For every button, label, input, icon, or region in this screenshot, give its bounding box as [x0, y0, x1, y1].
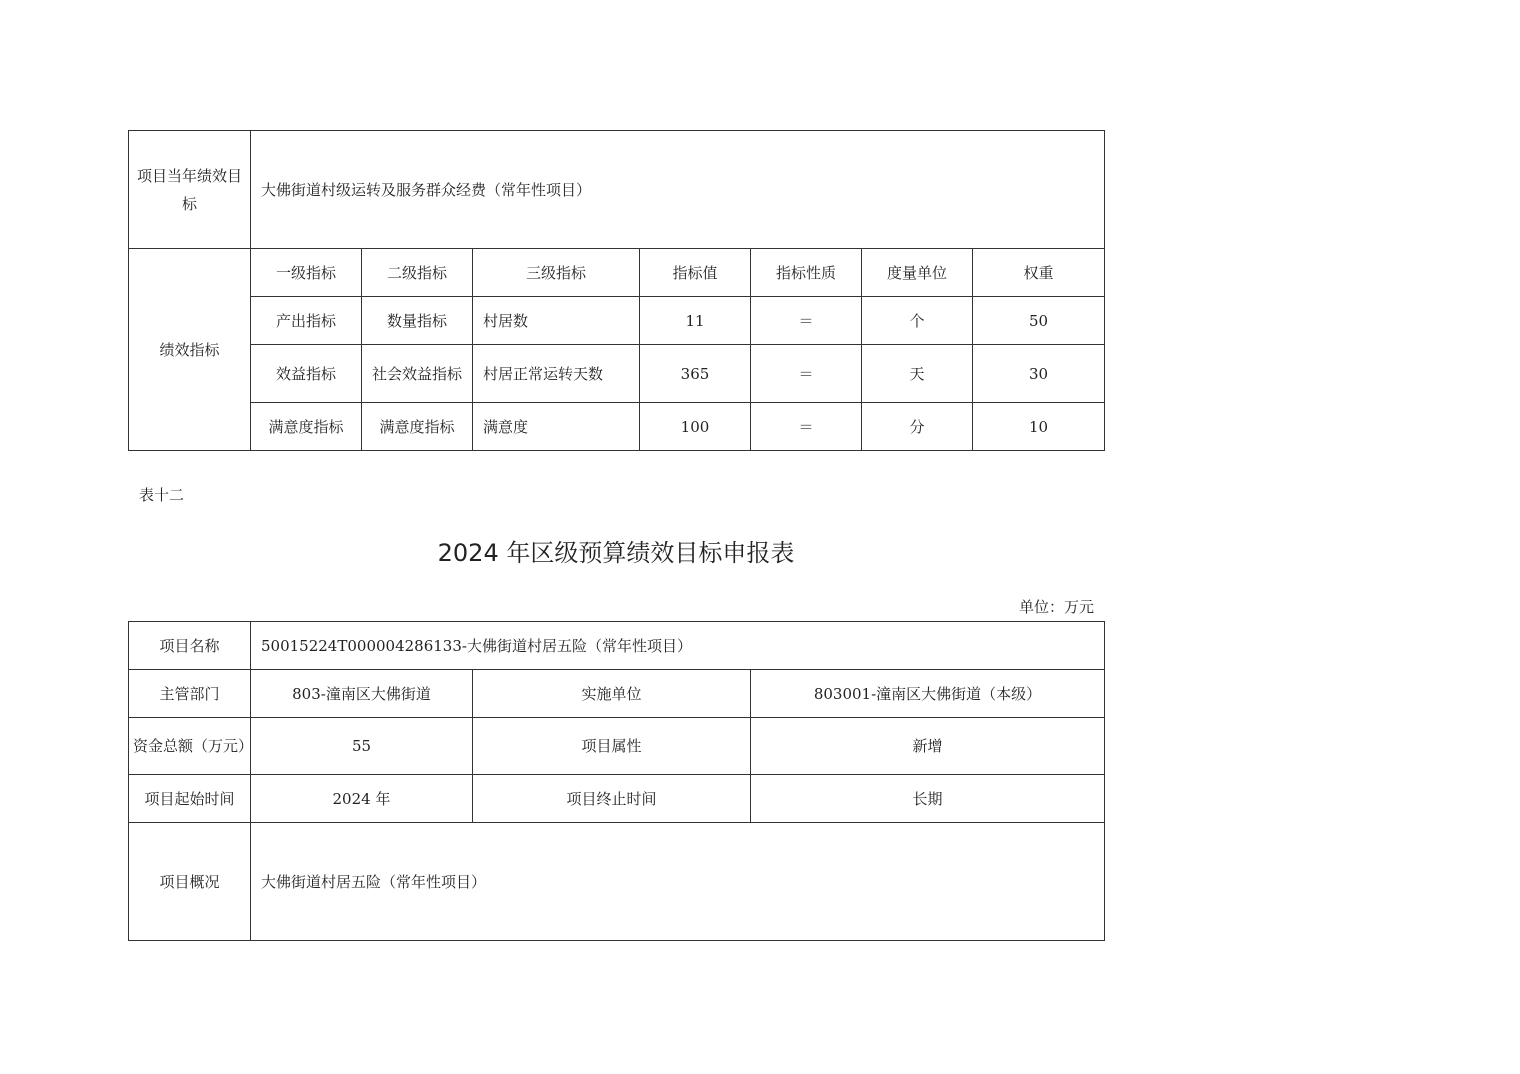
table-cell: 365	[640, 345, 751, 403]
table-cell: 效益指标	[251, 345, 362, 403]
project-name-value: 50015224T000004286133-大佛街道村居五险（常年性项目）	[251, 622, 1105, 670]
department-label: 主管部门	[129, 670, 251, 718]
table-cell: 村居数	[473, 297, 640, 345]
page-title: 2024 年区级预算绩效目标申报表	[437, 539, 795, 567]
header-cell: 一级指标	[251, 249, 362, 297]
header-cell: 三级指标	[473, 249, 640, 297]
implementing-unit-value: 803001-潼南区大佛街道（本级）	[751, 670, 1105, 718]
overview-value: 大佛街道村居五险（常年性项目）	[251, 823, 1105, 941]
goal-label: 项目当年绩效目标	[129, 131, 251, 249]
table-cell: 11	[640, 297, 751, 345]
table-row	[129, 403, 1105, 451]
department-value: 803-潼南区大佛街道	[251, 670, 473, 718]
total-funds-label: 资金总额（万元）	[129, 718, 251, 775]
table-cell: ＝	[751, 297, 862, 345]
unit-label: 单位：万元	[1018, 598, 1094, 616]
overview-label: 项目概况	[129, 823, 251, 941]
table-cell: 分	[862, 403, 973, 451]
project-attribute-label: 项目属性	[473, 718, 751, 775]
start-time-label: 项目起始时间	[129, 775, 251, 823]
table-cell: 产出指标	[251, 297, 362, 345]
budget-application-table	[128, 621, 1105, 941]
table-cell: ＝	[751, 345, 862, 403]
table-row	[129, 345, 1105, 403]
header-cell: 指标性质	[751, 249, 862, 297]
header-cell: 二级指标	[362, 249, 473, 297]
table-cell: 满意度指标	[362, 403, 473, 451]
project-name-label: 项目名称	[129, 622, 251, 670]
table-cell: 10	[973, 403, 1105, 451]
table-cell: 数量指标	[362, 297, 473, 345]
start-time-value: 2024 年	[251, 775, 473, 823]
table-cell: 满意度	[473, 403, 640, 451]
table-cell: 村居正常运转天数	[473, 345, 640, 403]
indicators-label: 绩效指标	[129, 249, 251, 451]
table-cell: 社会效益指标	[362, 345, 473, 403]
table-cell: ＝	[751, 403, 862, 451]
table-cell: 满意度指标	[251, 403, 362, 451]
goal-text: 大佛街道村级运转及服务群众经费（常年性项目）	[251, 131, 1105, 249]
table-row	[129, 297, 1105, 345]
table-cell: 30	[973, 345, 1105, 403]
end-time-value: 长期	[751, 775, 1105, 823]
table-cell: 100	[640, 403, 751, 451]
table-cell: 个	[862, 297, 973, 345]
project-attribute-value: 新增	[751, 718, 1105, 775]
table-cell: 天	[862, 345, 973, 403]
implementing-unit-label: 实施单位	[473, 670, 751, 718]
performance-goal-table	[128, 130, 1105, 451]
total-funds-value: 55	[251, 718, 473, 775]
header-cell: 权重	[973, 249, 1105, 297]
end-time-label: 项目终止时间	[473, 775, 751, 823]
header-cell: 度量单位	[862, 249, 973, 297]
table-cell: 50	[973, 297, 1105, 345]
table-caption: 表十二	[139, 486, 185, 504]
header-cell: 指标值	[640, 249, 751, 297]
